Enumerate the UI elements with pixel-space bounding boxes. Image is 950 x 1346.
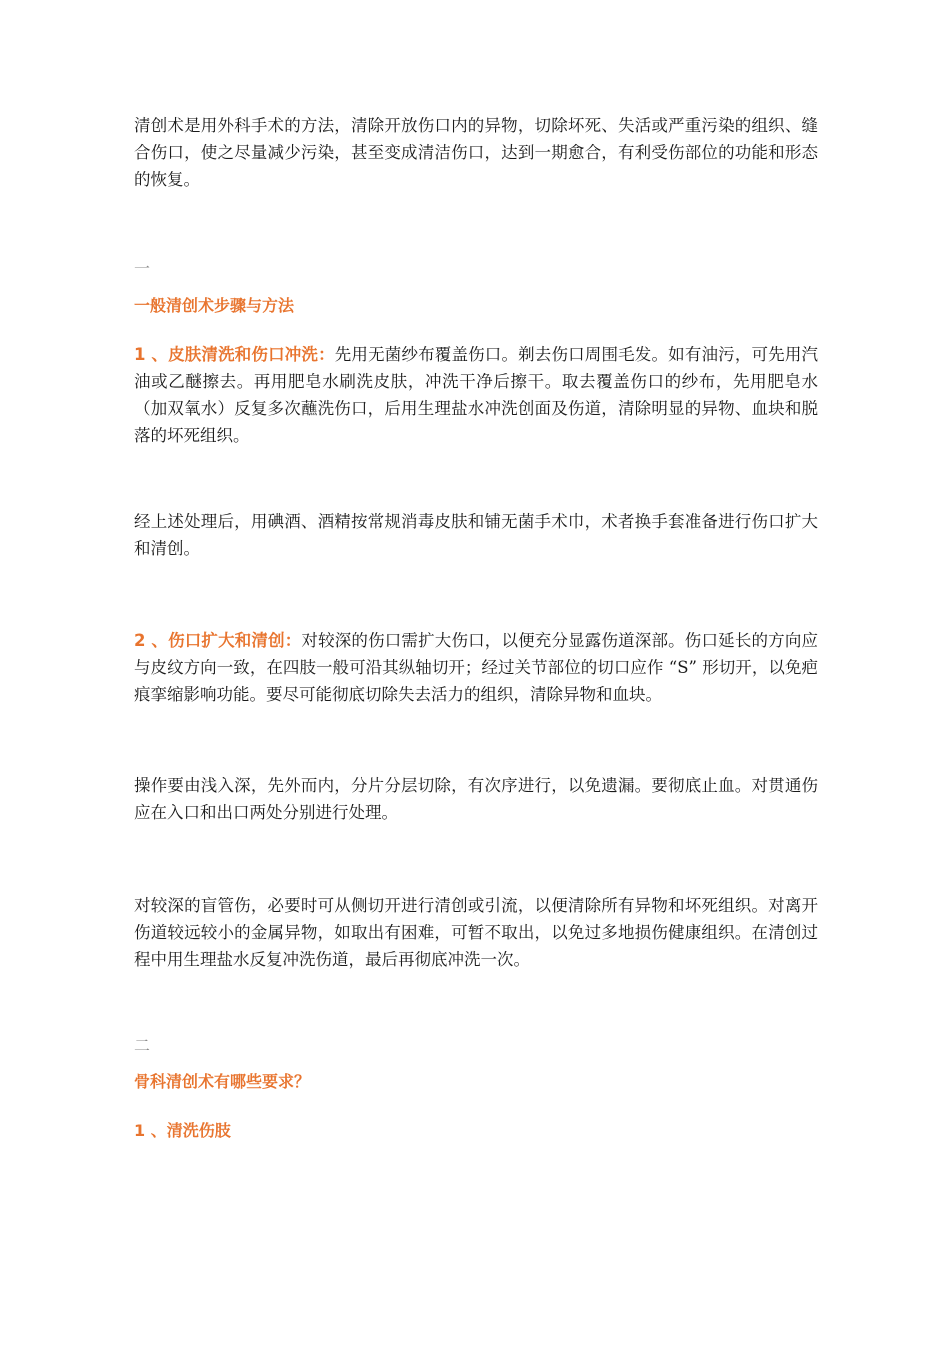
step-1-label: 1 、皮肤清洗和伤口冲洗： — [134, 345, 335, 364]
section-number-1: 一 — [134, 259, 151, 278]
section-heading-2: 骨科清创术有哪些要求？ — [134, 1072, 311, 1091]
step-2-label: 2 、伤口扩大和清创： — [134, 631, 302, 650]
step-2-paragraph — [134, 627, 818, 708]
section-2-step-1-label: 1 、清洗伤肢 — [134, 1121, 231, 1140]
operation-paragraph: 操作要由浅入深，先外而内，分片分层切除，有次序进行，以免遗漏。要彻底止血。对贯通伤应在入口和出口两处分别进行处理。 — [134, 776, 818, 822]
disinfection-paragraph: 经上述处理后，用碘酒、酒精按常规消毒皮肤和铺无菌手术巾，术者换手套准备进行伤口扩大和清创。 — [134, 512, 818, 558]
step-2-text: 对较深的伤口需扩大伤口，以便充分显露伤道深部。伤口延长的方向应与皮纹方向一致，在四肢一般可沿其纵轴切开；经过关节部位的切口应作 “S” 形切开，以免疤痕挛缩影响功能。要尽可能彻底切除失去活力的组织，清除异物和血块。 — [134, 631, 818, 704]
section-number-2: 二 — [134, 1036, 151, 1055]
step-1-text: 先用无菌纱布覆盖伤口。剃去伤口周围毛发。如有油污，可先用汽油或乙醚擦去。再用肥皂水刷洗皮肤，冲洗干净后擦干。取去覆盖伤口的纱布，先用肥皂水（加双氧水）反复多次蘸洗伤口，后用生理盐水冲洗创面及伤道，清除明显的异物、血块和脱落的坏死组织。 — [134, 345, 819, 445]
step-1-paragraph — [134, 341, 818, 449]
intro-paragraph: 清创术是用外科手术的方法，清除开放伤口内的异物，切除坏死、失活或严重污染的组织、缝合伤口，使之尽量减少污染，甚至变成清洁伤口，达到一期愈合，有利受伤部位的功能和形态的恢复。 — [134, 116, 818, 189]
blind-tract-paragraph: 对较深的盲管伤，必要时可从侧切开进行清创或引流，以便清除所有异物和坏死组织。对离开伤道较远较小的金属异物，如取出有困难，可暂不取出，以免过多地损伤健康组织。在清创过程中用生理盐水反复冲洗伤道，最后再彻底冲洗一次。 — [134, 896, 818, 969]
section-heading-1: 一般清创术步骤与方法 — [134, 296, 295, 315]
